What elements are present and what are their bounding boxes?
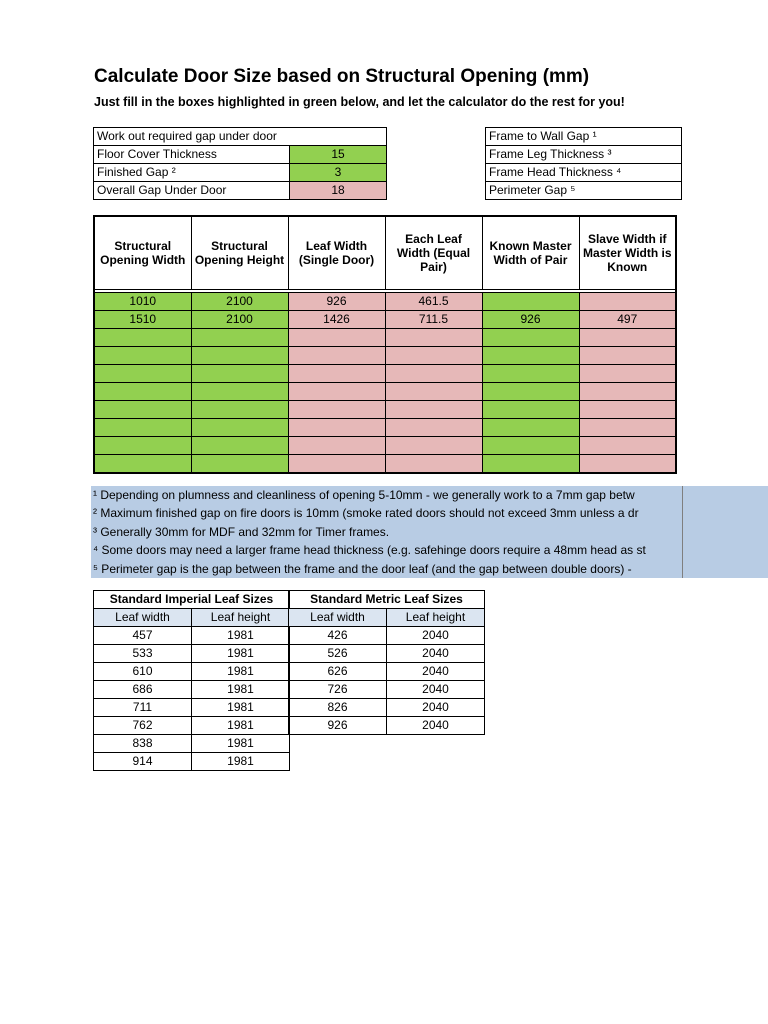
door-size-calculator-table [93,215,677,474]
calc-input-cell[interactable] [94,365,191,383]
table-row [289,717,485,735]
calc-result-cell: 461.5 [385,293,482,311]
metric-col-leaf-height: Leaf height [387,609,485,627]
calc-row [94,365,676,383]
leaf-height-cell: 1981 [192,735,290,753]
calc-input-cell[interactable] [482,455,579,474]
calc-result-cell: 497 [579,311,676,329]
metric-title-row [289,591,485,609]
calc-input-cell[interactable] [94,455,191,474]
calc-input-cell[interactable] [482,329,579,347]
frame-row [486,182,682,200]
calc-input-cell[interactable]: 1510 [94,311,191,329]
leaf-height-cell: 2040 [387,699,485,717]
table-row [94,753,290,771]
calc-result-cell [288,347,385,365]
calc-input-cell[interactable] [94,383,191,401]
frame-head-thickness-label[interactable]: Frame Head Thickness ⁴ [486,164,682,182]
calc-body [94,293,676,474]
calc-input-cell[interactable] [482,419,579,437]
calc-result-cell [579,401,676,419]
imperial-col-leaf-width: Leaf width [94,609,192,627]
calc-row [94,347,676,365]
leaf-height-cell: 1981 [192,627,290,645]
frame-row [486,164,682,182]
calc-row [94,419,676,437]
imperial-body [94,627,290,771]
finished-gap-input[interactable]: 3 [290,164,387,182]
leaf-height-cell: 2040 [387,717,485,735]
leaf-width-cell: 457 [94,627,192,645]
imperial-title-row [94,591,290,609]
overall-gap-row [94,182,387,200]
leaf-height-cell: 1981 [192,645,290,663]
table-row [289,645,485,663]
calc-input-cell[interactable] [94,419,191,437]
calc-input-cell[interactable] [191,455,288,474]
leaf-height-cell: 2040 [387,627,485,645]
header-known-master-width: Known Master Width of Pair [482,216,579,290]
page-title: Calculate Door Size based on Structural Opening (mm) [94,66,590,87]
leaf-width-cell: 626 [289,663,387,681]
frame-settings-table [485,127,682,200]
calc-result-cell [385,419,482,437]
page-subtitle: Just fill in the boxes highlighted in green below, and let the calculator do the rest for you! [94,95,625,109]
calc-input-cell[interactable]: 2100 [191,311,288,329]
floor-cover-row [94,146,387,164]
floor-cover-label: Floor Cover Thickness [94,146,290,164]
overall-gap-label: Overall Gap Under Door [94,182,290,200]
leaf-height-cell: 1981 [192,663,290,681]
calc-row [94,401,676,419]
leaf-height-cell: 2040 [387,663,485,681]
calc-input-cell[interactable] [191,365,288,383]
calc-result-cell [288,383,385,401]
header-each-leaf-width-pair: Each Leaf Width (Equal Pair) [385,216,482,290]
metric-leaf-sizes-table [288,590,485,735]
calc-input-cell[interactable] [94,437,191,455]
leaf-height-cell: 1981 [192,699,290,717]
table-row [94,681,290,699]
calc-row [94,329,676,347]
leaf-width-cell: 610 [94,663,192,681]
leaf-width-cell: 762 [94,717,192,735]
calc-input-cell[interactable]: 1010 [94,293,191,311]
calc-result-cell: 926 [288,293,385,311]
calc-result-cell [579,437,676,455]
leaf-width-cell: 726 [289,681,387,699]
metric-body [289,627,485,735]
calc-result-cell [385,401,482,419]
leaf-height-cell: 1981 [192,753,290,771]
calc-input-cell[interactable] [191,437,288,455]
leaf-width-cell: 426 [289,627,387,645]
finished-gap-row [94,164,387,182]
frame-row [486,146,682,164]
header-structural-opening-height: Structural Opening Height [191,216,288,290]
calc-result-cell [288,329,385,347]
calc-input-cell[interactable] [482,383,579,401]
table-row [94,645,290,663]
header-slave-width: Slave Width if Master Width is Known [579,216,676,290]
footnote-4: ⁴ Some doors may need a larger frame head thickness (e.g. safehinge doors require a 48mm head as st [93,543,646,558]
calc-result-cell [288,365,385,383]
metric-col-leaf-width: Leaf width [289,609,387,627]
footnote-5: ⁵ Perimeter gap is the gap between the frame and the door leaf (and the gap between double doors) - [93,561,632,576]
calc-result-cell [385,365,482,383]
calc-header-row [94,216,676,290]
table-row [94,735,290,753]
gap-table-heading: Work out required gap under door [94,128,387,146]
calc-result-cell [385,347,482,365]
gap-under-door-table [93,127,387,200]
metric-column-header-row [289,609,485,627]
calc-input-cell[interactable] [482,347,579,365]
frame-leg-thickness-label[interactable]: Frame Leg Thickness ³ [486,146,682,164]
metric-table-title: Standard Metric Leaf Sizes [289,591,485,609]
leaf-height-cell: 2040 [387,645,485,663]
calc-input-cell[interactable] [94,347,191,365]
table-row [94,627,290,645]
imperial-table-title: Standard Imperial Leaf Sizes [94,591,290,609]
calc-result-cell [385,437,482,455]
imperial-column-header-row [94,609,290,627]
calc-row [94,293,676,311]
table-row [94,717,290,735]
calc-result-cell [288,455,385,474]
footnote-1: ¹ Depending on plumness and cleanliness of opening 5-10mm - we generally work to a 7mm gap betw [93,488,635,502]
calc-result-cell [579,329,676,347]
calc-result-cell [385,455,482,474]
calc-result-cell [385,383,482,401]
calc-result-cell [579,293,676,311]
calc-row [94,311,676,329]
calc-input-cell[interactable] [482,293,579,311]
calc-result-cell [579,419,676,437]
calc-result-cell [288,419,385,437]
leaf-height-cell: 1981 [192,681,290,699]
leaf-height-cell: 1981 [192,717,290,735]
table-row [289,663,485,681]
calc-input-cell[interactable] [191,347,288,365]
overall-gap-value: 18 [290,182,387,200]
leaf-width-cell: 711 [94,699,192,717]
leaf-width-cell: 533 [94,645,192,663]
calc-result-cell [288,401,385,419]
calc-input-cell[interactable] [482,365,579,383]
footnote-3: ³ Generally 30mm for MDF and 32mm for Timer frames. [93,524,390,539]
calc-result-cell: 711.5 [385,311,482,329]
calc-result-cell [579,365,676,383]
calc-input-cell[interactable] [482,401,579,419]
calc-input-cell[interactable]: 2100 [191,293,288,311]
calc-result-cell [579,383,676,401]
calc-row [94,455,676,474]
leaf-width-cell: 838 [94,735,192,753]
imperial-leaf-sizes-table [93,590,290,771]
calc-result-cell [579,347,676,365]
calc-result-cell: 1426 [288,311,385,329]
calc-row [94,437,676,455]
calc-input-cell[interactable] [191,401,288,419]
calc-input-cell[interactable] [482,437,579,455]
calc-input-cell[interactable] [94,329,191,347]
footnotes-panel [91,486,768,578]
leaf-width-cell: 914 [94,753,192,771]
calc-input-cell[interactable] [191,419,288,437]
table-row [289,699,485,717]
footnote-2: ² Maximum finished gap on fire doors is 10mm (smoke rated doors should not exceed 3mm unless a dr [93,506,639,521]
table-row [289,627,485,645]
header-structural-opening-width: Structural Opening Width [94,216,191,290]
leaf-height-cell: 2040 [387,681,485,699]
gap-table-heading-row [94,128,387,146]
notes-column-divider [682,486,683,578]
leaf-width-cell: 686 [94,681,192,699]
table-row [94,699,290,717]
finished-gap-label: Finished Gap ² [94,164,290,182]
imperial-col-leaf-height: Leaf height [192,609,290,627]
frame-row [486,128,682,146]
floor-cover-input[interactable]: 15 [290,146,387,164]
calc-input-cell[interactable] [94,401,191,419]
leaf-width-cell: 826 [289,699,387,717]
calc-input-cell[interactable] [191,329,288,347]
table-row [94,663,290,681]
calc-result-cell [385,329,482,347]
header-leaf-width-single: Leaf Width (Single Door) [288,216,385,290]
leaf-width-cell: 926 [289,717,387,735]
calc-input-cell[interactable]: 926 [482,311,579,329]
perimeter-gap-label[interactable]: Perimeter Gap ⁵ [486,182,682,200]
calc-result-cell [579,455,676,474]
frame-to-wall-gap-label[interactable]: Frame to Wall Gap ¹ [486,128,682,146]
table-row [289,681,485,699]
leaf-width-cell: 526 [289,645,387,663]
calc-input-cell[interactable] [191,383,288,401]
calc-row [94,383,676,401]
calc-result-cell [288,437,385,455]
